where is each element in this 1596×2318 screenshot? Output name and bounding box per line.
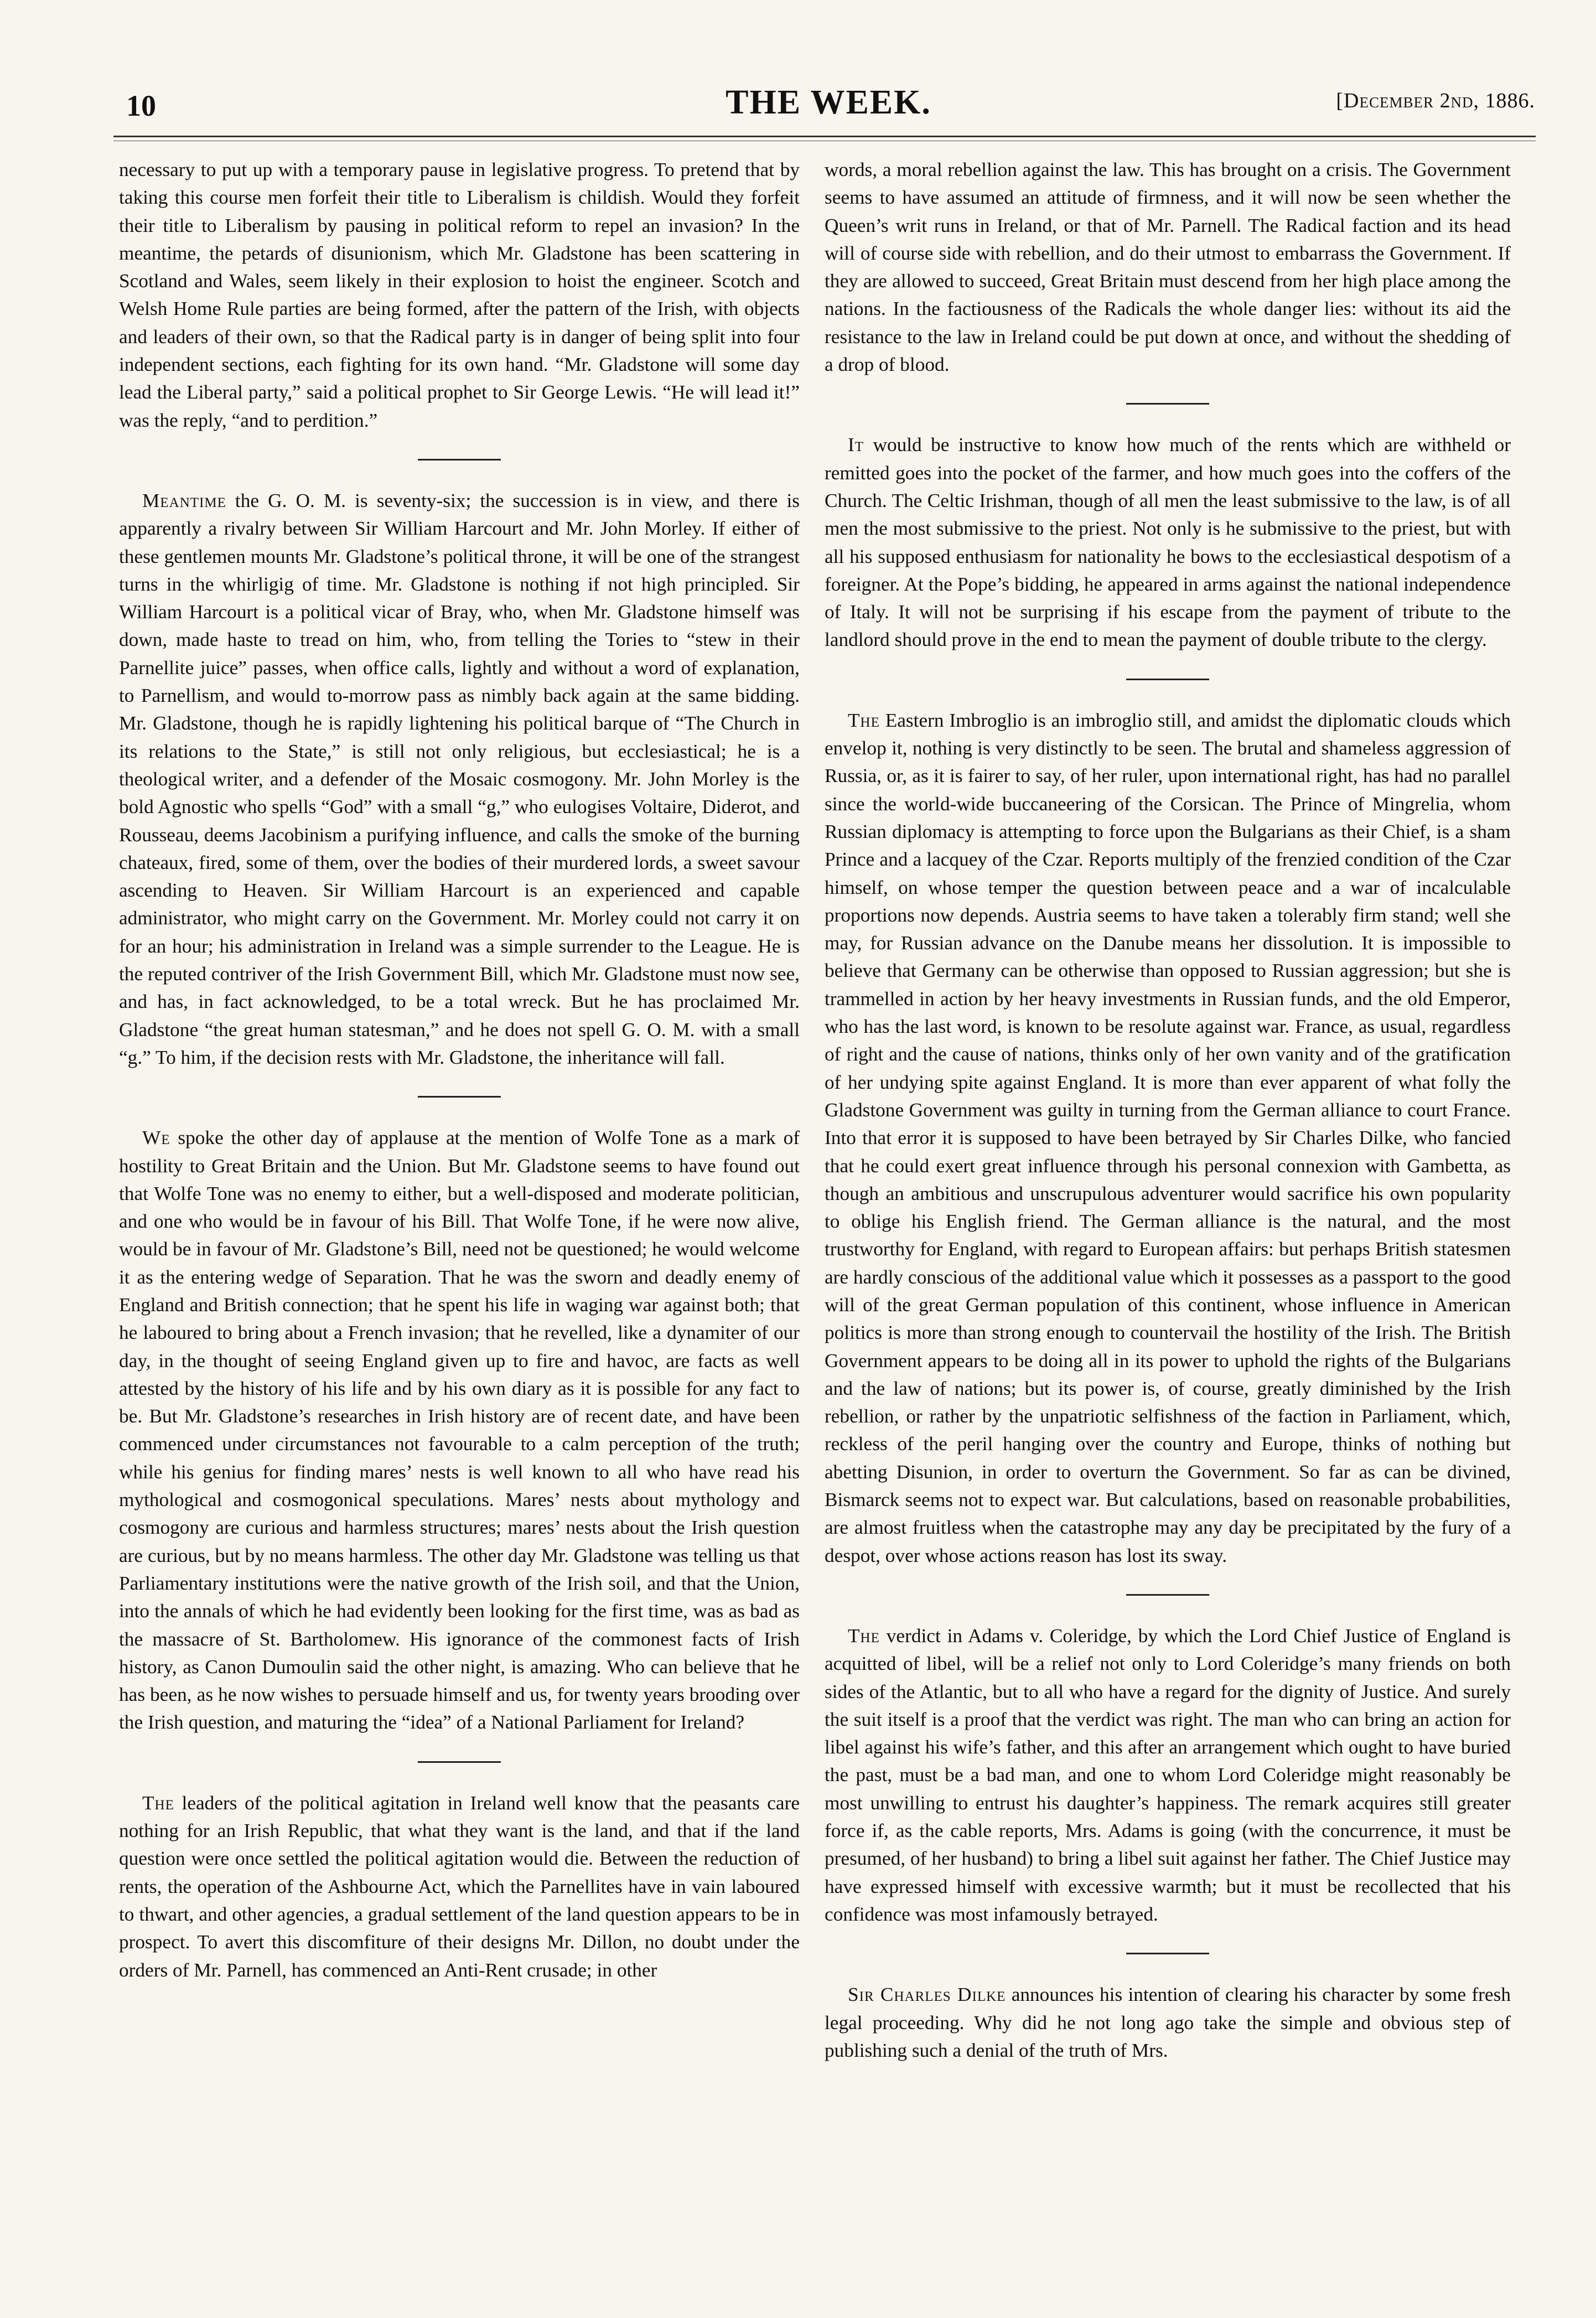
section-separator	[1126, 403, 1209, 405]
paragraph-lead: The	[848, 709, 880, 731]
section-separator	[418, 1096, 501, 1098]
paragraph-lead: We	[142, 1127, 170, 1149]
paragraph-lead: Sir Charles Dilke	[848, 1984, 1006, 2006]
paragraph-text: announces his intention of clearing his character by some fresh legal proceeding. Why did he not long ago take the simple and obvious step of publishing such a denial of the truth of Mrs.	[825, 1984, 1511, 2061]
article-paragraph	[119, 487, 800, 1072]
article-paragraph	[119, 1789, 800, 1984]
paragraph-lead: Meantime	[142, 489, 226, 511]
article-paragraph	[825, 431, 1511, 654]
paragraph-text: leaders of the political agitation in Ireland well know that the peasants care nothing for an Irish Republic, that what they want is the land, and that if the land question were once settled the political agitation would die. Between the reduction of rents, the operation of the Ashbourne Act, which the Parnellites have in vain laboured to thwart, and other agencies, a gradual settlement of the land question appears to be in prospect. To avert this discomfiture of their designs Mr. Dillon, no doubt under the orders of Mr. Parnell, has commenced an Anti-Rent crusade; in other	[119, 1792, 800, 1981]
paragraph-text: would be instructive to know how much of the rents which are withheld or remitted goes into the pocket of the farmer, and how much goes into the coffers of the Church. The Celtic Irishman, though of all men the least submissive to the law, is of all men the most submissive to the priest. Not only is he submissive to the priest, but with all his supposed enthusiasm for nationality he bows to the ecclesiastical despotism of a foreigner. At the Pope’s bidding, he appeared in arms against the national independence of Italy. It will not be surprising if his escape from the payment of tribute to the landlord should prove in the end to mean the payment of double tribute to the clergy.	[825, 434, 1511, 651]
article-paragraph	[825, 1981, 1511, 2065]
paragraph-lead: It	[848, 434, 864, 456]
page-header	[122, 83, 1535, 127]
issue-date: [December 2nd, 1886.	[1336, 89, 1535, 112]
paragraph-text: the G. O. M. is seventy-six; the succession is in view, and there is apparently a rivalry between Sir William Harcourt and Mr. John Morley. If either of these gentlemen mounts Mr. Gladstone’s political throne, it will be one of the strangest turns in the whirligig of time. Mr. Gladstone is nothing if not high principled. Sir William Harcourt is a political vicar of Bray, who, when Mr. Gladstone himself was down, made haste to tread on him, who, from telling the Tories to “stew in their Parnellite juice” passes, when office calls, lightly and without a word of explanation, to Parnellism, and would to-morrow pass as nimbly back again at the same bidding. Mr. Gladstone, though he is rapidly lightening his political barque of “The Church in its relations to the State,” is still not only religious, but ecclesiastical; he is a theological writer, and a defender of the Mosaic cosmogony. Mr. John Morley is the bold Agnostic who spells “God” with a small “g,” who eulogises Voltaire, Diderot, and Rousseau, deems Jacobinism a purifying influence, and calls the smoke of the burning chateaux, fired, some of them, over the bodies of their murdered lords, a sweet savour ascending to Heaven. Sir William Harcourt is an experienced and capable administrator, who might carry on the Government. Mr. Morley could not carry it on for an hour; his administration in Ireland was a simple surrender to the League. He is the reputed contriver of the Irish Government Bill, which Mr. Gladstone must now see, and has, in fact acknowledged, to be a total wreck. But he has proclaimed Mr. Gladstone “the great human statesman,” and he does not spell G. O. M. with a small “g.” To him, if the decision rests with Mr. Gladstone, the inheritance will fall.	[119, 489, 800, 1068]
section-separator	[1126, 1953, 1209, 1954]
masthead-title: THE WEEK.	[726, 84, 931, 121]
article-paragraph	[825, 156, 1511, 379]
section-separator	[1126, 679, 1209, 680]
paragraph-lead: The	[848, 1624, 880, 1647]
section-separator	[418, 459, 501, 461]
paragraph-text: necessary to put up with a temporary pause in legislative progress. To pretend that by taking this course men forfeit their title to Liberalism is childish. Would they forfeit their title to Liberalism by pausing in political reform to repel an invasion? In the meantime, the petards of disunionism, which Mr. Gladstone has been scattering in Scotland and Wales, seem likely in their explosion to hoist the engineer. Scotch and Welsh Home Rule parties are being formed, after the pattern of the Irish, with objects and leaders of their own, so that the Radical party is in danger of being split into four independent sections, each fighting for its own hand. “Mr. Gladstone will some day lead the Liberal party,” said a political prophet to Sir George Lewis. “He will lead it!” was the reply, “and to perdition.”	[119, 159, 800, 431]
article-paragraph	[119, 1124, 800, 1737]
section-separator	[418, 1761, 501, 1763]
paragraph-text: spoke the other day of applause at the mention of Wolfe Tone as a mark of hostility to Great Britain and the Union. But Mr. Gladstone seems to have found out that Wolfe Tone was no enemy to either, but a well-disposed and moderate politician, and one who would be in favour of his Bill. That Wolfe Tone, if he were now alive, would be in favour of Mr. Gladstone’s Bill, need not be questioned; he would welcome it as the entering wedge of Separation. That he was the sworn and deadly enemy of England and British connection; that he spent his life in waging war against both; that he laboured to bring about a French invasion; that he revelled, like a dynamiter of our day, in the thought of seeing England given up to fire and havoc, are facts as well attested by the history of his life and by his own diary as it is possible for any fact to be. But Mr. Gladstone’s researches in Irish history are of recent date, and have been commenced under circumstances not favourable to a calm perception of the truth; while his genius for finding mares’ nests is well known to all who have read his mythological and cosmogonical speculations. Mares’ nests about mythology and cosmogony are curious and harmless structures; mares’ nests about the Irish question are curious, but by no means harmless. The other day Mr. Gladstone was telling us that Parliamentary institutions were the native growth of the Irish soil, and that the Union, into the annals of which he had evidently been looking for the first time, was as bad as the massacre of St. Bartholomew. His ignorance of the commonest facts of Irish history, as Canon Dumoulin said the other night, is amazing. Who can believe that he has been, as he now wishes to persuade himself and us, for twenty years brooding over the Irish question, and maturing the “idea” of a National Parliament for Ireland?	[119, 1127, 800, 1734]
article-paragraph	[119, 156, 800, 434]
article-paragraph	[825, 707, 1511, 1570]
paragraph-lead: The	[142, 1792, 174, 1814]
header-rule	[113, 136, 1536, 141]
section-separator	[1126, 1594, 1209, 1596]
paragraph-text: verdict in Adams v. Coleridge, by which the Lord Chief Justice of England is acquitted of libel, will be a relief not only to Lord Coleridge’s many friends on both sides of the Atlantic, but to all who have a regard for the dignity of Justice. And surely the suit itself is a proof that the verdict was right. The man who can bring an action for libel against his wife’s father, and this after an arrangement which ought to have buried the past, must be a bad man, and one to whom Lord Coleridge might reasonably be most unwilling to entrust his daughter’s happiness. The remark acquires still greater force if, as the cable reports, Mrs. Adams is going (with the concurrence, it must be presumed, of her husband) to bring a libel suit against her father. The Chief Justice may have expressed himself with excessive warmth; but it must be recollected that his confidence was most infamously betrayed.	[825, 1624, 1511, 1925]
paragraph-text: Eastern Imbroglio is an imbroglio still, and amidst the diplomatic clouds which envelop it, nothing is very distinctly to be seen. The brutal and shameless aggression of Russia, or, as it is fairer to say, of her ruler, upon international right, has had no parallel since the world-wide buccaneering of the Corsican. The Prince of Mingrelia, whom Russian diplomacy is attempting to force upon the Bulgarians as their Chief, is a sham Prince and a lacquey of the Czar. Reports multiply of the frenzied condition of the Czar himself, on whose temper the question between peace and a war of incalculable proportions now depends. Austria seems to have taken a tolerably firm stand; well she may, for Russian advance on the Danube means her dissolution. It is impossible to believe that Germany can be otherwise than opposed to Russian aggression; but she is trammelled in action by her heavy investments in Russian funds, and the old Emperor, who has the last word, is known to be resolute against war. France, as usual, regardless of right and the cause of nations, thinks only of her own vanity and of the gratification of her undying spite against England. It is more than ever apparent of what folly the Gladstone Government was guilty in turning from the German alliance to court France. Into that error it is supposed to have been betrayed by Sir Charles Dilke, who fancied that he could exert great influence through his personal connexion with Gambetta, as though an ambitious and unscrupulous adventurer would sacrifice his own popularity to oblige his English friend. The German alliance is the natural, and the most trustworthy for England, with regard to European affairs: but perhaps British statesmen are hardly conscious of the additional value which it possesses as a passport to the good will of the great German population of this continent, whose influence in American politics is more than strong enough to countervail the hostility of the Irish. The British Government appears to be doing all in its power to uphold the rights of the Bulgarians and the law of nations; but its power is, of course, greatly diminished by the Irish rebellion, or rather by the unpatriotic selfishness of the faction in Parliament, which, reckless of the peril hanging over the country and Europe, thinks of nothing but abetting Disunion, in order to overturn the Government. So far as can be divined, Bismarck seems not to expect war. But calculations, based on reasonable probabilities, are almost fruitless when the catastrophe may any day be precipitated by the fury of a despot, over whose actions reason has lost its sway.	[825, 709, 1511, 1566]
right-column	[825, 156, 1511, 2065]
article-paragraph	[825, 1622, 1511, 1928]
page-number: 10	[126, 89, 156, 122]
left-column	[119, 156, 800, 1984]
paragraph-text: words, a moral rebellion against the law. This has brought on a crisis. The Government seems to have assumed an attitude of firmness, and it will now be seen whether the Queen’s writ runs in Ireland, or that of Mr. Parnell. The Radical faction and its head will of course side with rebellion, and do their utmost to embarrass the Government. If they are allowed to succeed, Great Britain must descend from her high place among the nations. In the factiousness of the Radicals the whole danger lies: without its aid the resistance to the law in Ireland could be put down at once, and without the shedding of a drop of blood.	[825, 159, 1511, 376]
